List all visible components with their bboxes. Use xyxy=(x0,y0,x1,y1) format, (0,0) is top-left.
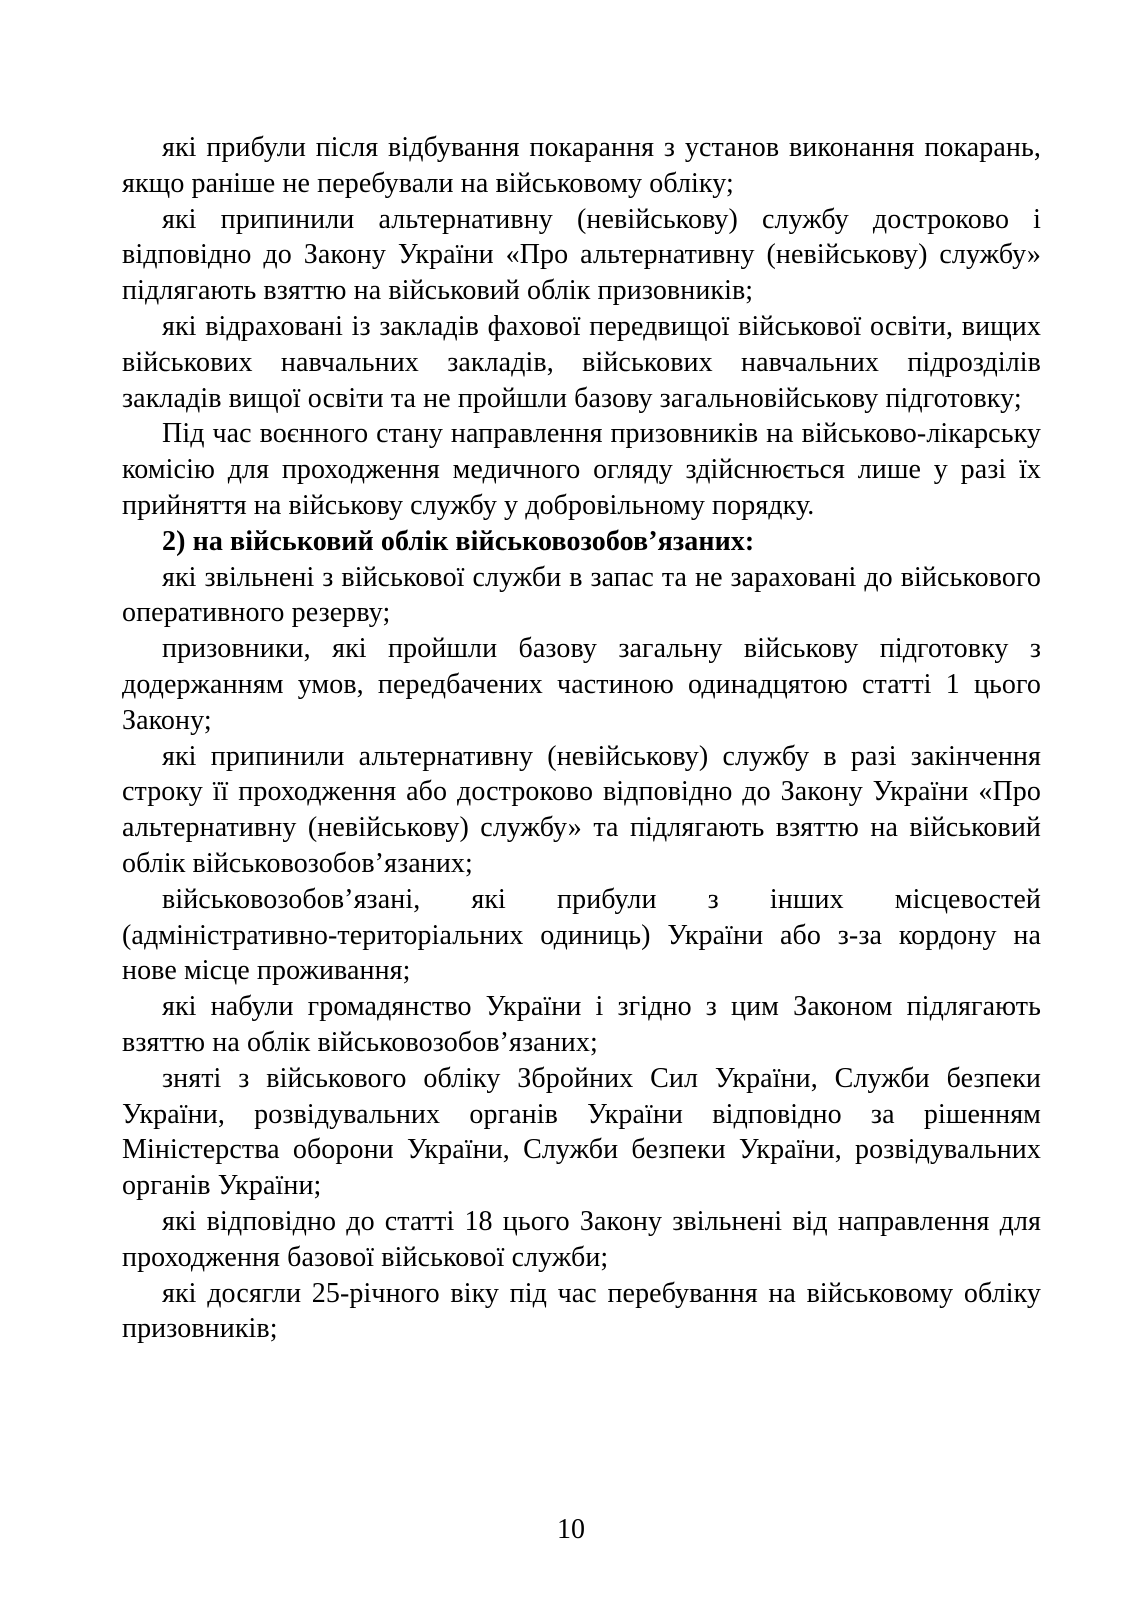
paragraph: які досягли 25-річного віку під час перебування на військовому обліку призовників; xyxy=(122,1277,1041,1345)
paragraph: зняті з військового обліку Збройних Сил України, Служби безпеки України, розвідувальних органів України відповідно за рішенням Міністерства оборони України, Служби безпеки України, розвідувальних органів України; xyxy=(122,1062,1041,1202)
paragraph: які відраховані із закладів фахової передвищої військової освіти, вищих військових навчальних закладів, військових навчальних підрозділів закладів вищої освіти та не пройшли базову загальновійськову підготовку; xyxy=(122,310,1041,414)
paragraph: які припинили альтернативну (невійськову) службу достроково і відповідно до Закону України «Про альтернативну (невійськову) службу» підлягають взяттю на військовий облік призовників; xyxy=(122,203,1041,307)
paragraph: які відповідно до статті 18 цього Закону звільнені від направлення для проходження базової військової служби; xyxy=(122,1205,1041,1273)
list-heading-item-2: 2) на військовий облік військовозобов’язаних: xyxy=(162,525,755,557)
paragraph: які прибули після відбування покарання з установ виконання покарань, якщо раніше не перебували на військовому обліку; xyxy=(122,132,1041,199)
paragraph: які звільнені з військової служби в запас та не зараховані до військового оперативного резерву; xyxy=(122,561,1041,629)
paragraph: які набули громадянство України і згідно з цим Законом підлягають взяттю на облік військовозобов’язаних; xyxy=(122,991,1041,1058)
paragraph: які припинили альтернативну (невійськову) службу в разі закінчення строку її проходження або достроково відповідно до Закону України «Про альтернативну (невійськову) службу» та підлягають взяттю на військовий облік військовозобов’язаних; xyxy=(122,740,1041,879)
page-number: 10 xyxy=(557,1514,585,1545)
paragraph: військовозобов’язані, які прибули з інших місцевостей (адміністративно-територіальних одиниць) України або з-за кордону на нове місце проживання; xyxy=(122,883,1041,987)
document-text-block xyxy=(122,130,1041,1347)
paragraph: Під час воєнного стану направлення призовників на військово-лікарську комісію для проходження медичного огляду здійснюється лише у разі їх прийняття на військову службу у добровільному порядку. xyxy=(122,418,1041,521)
paragraph: призовники, які пройшли базову загальну військову підготовку з додержанням умов, передбачених частиною одинадцятою статті 1 цього Закону; xyxy=(122,633,1041,736)
